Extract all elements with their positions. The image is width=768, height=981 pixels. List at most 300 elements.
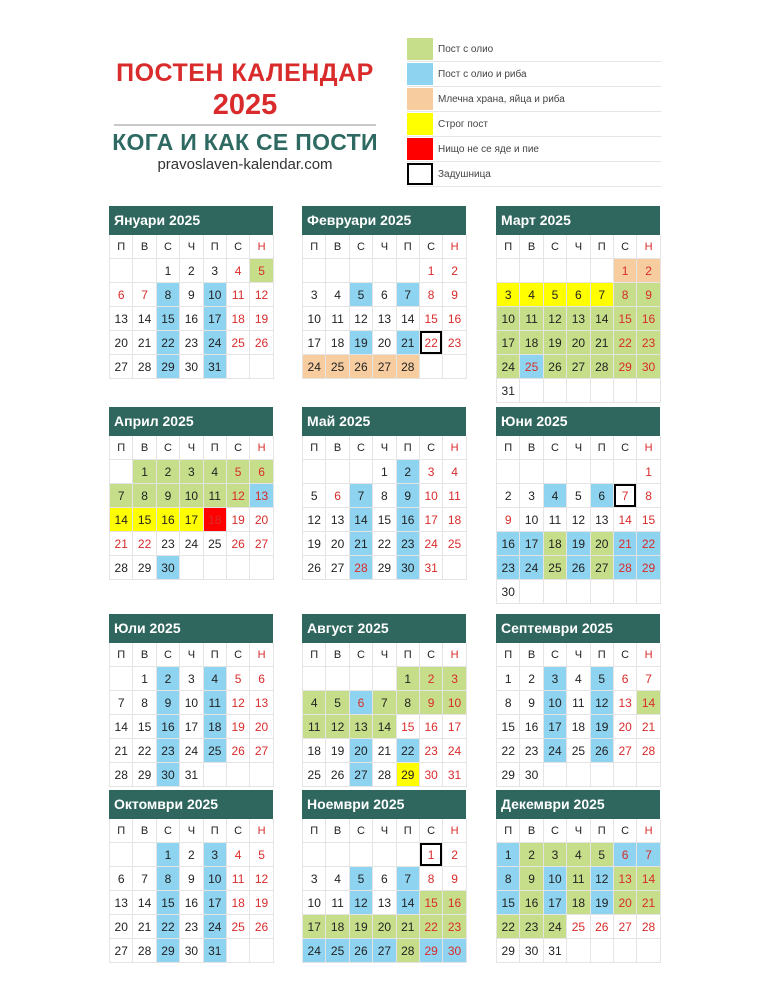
day-cell: 3 (497, 283, 520, 307)
weekday-label: В (133, 643, 156, 667)
day-cell: 21 (397, 915, 420, 939)
day-cell: 22 (397, 739, 420, 763)
day-cell: 4 (567, 667, 590, 691)
day-cell: 22 (133, 739, 156, 763)
day-cell: 18 (326, 331, 349, 355)
day-cell: 14 (350, 508, 373, 532)
day-cell: 6 (614, 843, 637, 867)
day-cell: 4 (227, 843, 250, 867)
day-cell: 5 (350, 283, 373, 307)
weekday-label: П (204, 235, 227, 259)
day-cell: 11 (544, 508, 567, 532)
empty-cell (567, 939, 590, 963)
day-cell: 30 (157, 556, 180, 580)
weekday-label: С (350, 235, 373, 259)
day-cell: 21 (110, 739, 133, 763)
weekday-label: С (227, 819, 250, 843)
empty-cell (373, 843, 396, 867)
weekday-label: П (110, 436, 133, 460)
day-cell: 27 (250, 532, 273, 556)
empty-cell (303, 259, 326, 283)
day-cell: 8 (420, 283, 443, 307)
day-cell: 31 (544, 939, 567, 963)
day-cell: 11 (326, 891, 349, 915)
day-cell: 28 (397, 939, 420, 963)
weekday-label: Ч (180, 436, 203, 460)
day-cell: 27 (614, 739, 637, 763)
day-cell: 9 (420, 691, 443, 715)
day-cell: 3 (303, 867, 326, 891)
day-cell: 10 (497, 307, 520, 331)
day-cell: 17 (544, 891, 567, 915)
day-cell: 27 (110, 355, 133, 379)
weekday-label: С (614, 643, 637, 667)
weekday-label: С (350, 436, 373, 460)
weekday-label: В (326, 643, 349, 667)
weekday-label: П (204, 643, 227, 667)
day-cell: 19 (227, 715, 250, 739)
day-cell: 29 (637, 556, 660, 580)
day-cell: 25 (227, 331, 250, 355)
page-title: ПОСТЕН КАЛЕНДАР (116, 59, 374, 87)
day-cell: 6 (567, 283, 590, 307)
empty-cell (544, 763, 567, 787)
day-cell: 11 (567, 691, 590, 715)
weekday-label: Н (443, 643, 466, 667)
day-cell: 7 (637, 843, 660, 867)
weekday-label: С (227, 436, 250, 460)
day-cell: 23 (520, 915, 543, 939)
day-cell: 16 (443, 307, 466, 331)
empty-cell (373, 667, 396, 691)
month-title: Февруари 2025 (302, 206, 466, 235)
day-cell: 8 (373, 484, 396, 508)
day-cell: 10 (420, 484, 443, 508)
weekday-label: Ч (567, 235, 590, 259)
day-cell: 6 (110, 867, 133, 891)
day-cell: 8 (497, 867, 520, 891)
day-cell: 23 (180, 331, 203, 355)
month-title: Октомври 2025 (109, 790, 273, 819)
day-cell: 16 (397, 508, 420, 532)
day-cell: 10 (303, 307, 326, 331)
weekday-label: П (204, 819, 227, 843)
day-cell: 24 (443, 739, 466, 763)
day-cell: 13 (250, 484, 273, 508)
weekday-label: С (420, 436, 443, 460)
empty-cell (303, 667, 326, 691)
day-cell: 21 (350, 532, 373, 556)
day-cell: 16 (157, 715, 180, 739)
day-cell: 28 (350, 556, 373, 580)
day-cell: 9 (157, 484, 180, 508)
weekday-label: Н (443, 235, 466, 259)
day-cell: 18 (204, 715, 227, 739)
weekday-label: Ч (567, 643, 590, 667)
empty-cell (591, 763, 614, 787)
day-cell: 15 (497, 715, 520, 739)
day-cell: 1 (133, 460, 156, 484)
day-cell: 1 (497, 667, 520, 691)
day-cell: 22 (497, 739, 520, 763)
day-cell: 11 (303, 715, 326, 739)
day-cell: 17 (303, 915, 326, 939)
legend-swatch (407, 88, 433, 110)
weekday-label: В (326, 819, 349, 843)
day-cell: 19 (544, 331, 567, 355)
day-cell: 23 (180, 915, 203, 939)
month-calendar (302, 614, 466, 787)
day-cell: 27 (373, 355, 396, 379)
day-cell: 10 (204, 283, 227, 307)
day-cell: 23 (157, 739, 180, 763)
month-calendar (496, 614, 660, 787)
empty-cell (397, 259, 420, 283)
day-cell: 11 (227, 867, 250, 891)
weekday-label: В (326, 235, 349, 259)
day-cell: 1 (373, 460, 396, 484)
weekday-label: В (520, 819, 543, 843)
weekday-label: В (520, 643, 543, 667)
day-cell: 9 (520, 867, 543, 891)
weekday-label: Ч (373, 436, 396, 460)
day-cell: 18 (227, 891, 250, 915)
empty-cell (591, 460, 614, 484)
day-cell: 11 (204, 691, 227, 715)
day-cell: 9 (180, 283, 203, 307)
day-cell: 20 (614, 715, 637, 739)
day-cell: 3 (204, 259, 227, 283)
day-cell: 30 (497, 580, 520, 604)
day-cell: 27 (591, 556, 614, 580)
empty-cell (614, 379, 637, 403)
empty-cell (204, 556, 227, 580)
month-title: Януари 2025 (109, 206, 273, 235)
day-cell: 25 (326, 939, 349, 963)
day-cell: 5 (350, 867, 373, 891)
day-cell: 9 (157, 691, 180, 715)
day-cell: 19 (250, 891, 273, 915)
day-cell: 6 (250, 460, 273, 484)
day-cell: 19 (303, 532, 326, 556)
day-cell: 9 (443, 283, 466, 307)
day-cell: 15 (420, 307, 443, 331)
day-cell: 20 (591, 532, 614, 556)
weekday-label: Н (250, 436, 273, 460)
day-cell: 22 (614, 331, 637, 355)
day-cell: 29 (497, 763, 520, 787)
day-cell: 20 (350, 739, 373, 763)
weekday-label: С (350, 643, 373, 667)
weekday-label: П (591, 436, 614, 460)
day-cell: 11 (520, 307, 543, 331)
day-cell: 4 (204, 460, 227, 484)
day-cell: 18 (443, 508, 466, 532)
month-title: Септември 2025 (496, 614, 660, 643)
day-cell: 12 (303, 508, 326, 532)
weekday-label: С (420, 235, 443, 259)
day-cell: 15 (157, 891, 180, 915)
day-cell: 11 (227, 283, 250, 307)
day-cell: 6 (350, 691, 373, 715)
month-title: Юни 2025 (496, 407, 660, 436)
day-cell: 29 (133, 763, 156, 787)
day-cell: 26 (350, 939, 373, 963)
day-cell: 24 (204, 915, 227, 939)
weekday-label: Н (637, 235, 660, 259)
day-cell: 31 (497, 379, 520, 403)
weekday-label: П (110, 819, 133, 843)
empty-cell (350, 259, 373, 283)
day-cell: 13 (350, 715, 373, 739)
day-cell: 25 (567, 739, 590, 763)
month-calendar (302, 407, 466, 580)
day-cell: 28 (637, 739, 660, 763)
day-cell: 15 (157, 307, 180, 331)
weekday-label: П (497, 436, 520, 460)
day-cell: 10 (180, 691, 203, 715)
day-cell: 26 (544, 355, 567, 379)
day-cell: 19 (227, 508, 250, 532)
weekday-label: Ч (567, 436, 590, 460)
day-cell: 14 (397, 891, 420, 915)
weekday-label: С (420, 819, 443, 843)
day-cell: 26 (591, 739, 614, 763)
day-cell: 10 (520, 508, 543, 532)
day-cell: 30 (637, 355, 660, 379)
day-cell: 31 (420, 556, 443, 580)
day-cell: 6 (614, 667, 637, 691)
day-cell: 19 (350, 915, 373, 939)
day-cell: 8 (420, 867, 443, 891)
day-cell: 7 (614, 484, 637, 508)
day-cell: 7 (397, 283, 420, 307)
empty-cell (544, 460, 567, 484)
month-calendar (302, 790, 466, 963)
day-cell: 24 (180, 739, 203, 763)
day-cell: 1 (133, 667, 156, 691)
day-cell: 31 (443, 763, 466, 787)
legend-swatch (407, 113, 433, 135)
day-cell: 12 (591, 867, 614, 891)
day-cell: 2 (637, 259, 660, 283)
empty-cell (110, 843, 133, 867)
day-cell: 5 (303, 484, 326, 508)
day-cell: 22 (373, 532, 396, 556)
day-cell: 3 (443, 667, 466, 691)
day-cell: 20 (250, 508, 273, 532)
day-cell: 6 (326, 484, 349, 508)
day-cell: 15 (397, 715, 420, 739)
day-cell: 12 (350, 891, 373, 915)
legend-item (407, 62, 661, 87)
day-cell: 5 (591, 667, 614, 691)
day-cell: 24 (497, 355, 520, 379)
day-cell: 12 (250, 867, 273, 891)
day-cell: 11 (326, 307, 349, 331)
empty-cell (591, 580, 614, 604)
day-cell: 28 (373, 763, 396, 787)
day-cell: 29 (373, 556, 396, 580)
day-cell: 28 (397, 355, 420, 379)
empty-cell (397, 843, 420, 867)
day-cell: 13 (591, 508, 614, 532)
day-cell: 2 (497, 484, 520, 508)
weekday-label: С (614, 436, 637, 460)
day-cell: 3 (180, 460, 203, 484)
day-cell: 22 (157, 915, 180, 939)
empty-cell (520, 460, 543, 484)
day-cell: 26 (250, 915, 273, 939)
month-calendar (496, 206, 660, 403)
month-calendar (496, 790, 660, 963)
empty-cell (180, 556, 203, 580)
legend-item (407, 137, 661, 162)
day-cell: 9 (180, 867, 203, 891)
day-cell: 15 (497, 891, 520, 915)
day-cell: 30 (520, 939, 543, 963)
day-cell: 19 (326, 739, 349, 763)
empty-cell (420, 355, 443, 379)
weekday-label: П (497, 235, 520, 259)
empty-cell (614, 580, 637, 604)
day-cell: 6 (373, 283, 396, 307)
day-cell: 9 (443, 867, 466, 891)
day-cell: 2 (520, 667, 543, 691)
weekday-label: Ч (180, 235, 203, 259)
empty-cell (250, 355, 273, 379)
month-calendar (496, 407, 660, 604)
site-name: pravoslaven-kalendar.com (157, 156, 333, 173)
legend-item (407, 37, 661, 62)
day-cell: 8 (614, 283, 637, 307)
day-cell: 20 (110, 915, 133, 939)
legend-label: Пост с олио и риба (438, 68, 527, 80)
weekday-label: П (591, 235, 614, 259)
day-cell: 13 (326, 508, 349, 532)
day-cell: 3 (180, 667, 203, 691)
day-cell: 17 (180, 508, 203, 532)
day-cell: 5 (591, 843, 614, 867)
day-cell: 10 (544, 691, 567, 715)
title-divider (114, 124, 376, 126)
weekday-label: П (110, 235, 133, 259)
day-cell: 10 (443, 691, 466, 715)
day-cell: 8 (397, 691, 420, 715)
day-cell: 9 (497, 508, 520, 532)
day-cell: 4 (567, 843, 590, 867)
day-cell: 5 (250, 259, 273, 283)
month-calendar (109, 614, 273, 787)
day-cell: 26 (350, 355, 373, 379)
page-subtitle: КОГА И КАК СЕ ПОСТИ (112, 129, 378, 155)
empty-cell (110, 259, 133, 283)
weekday-label: С (157, 643, 180, 667)
day-cell: 28 (110, 556, 133, 580)
legend-label: Задушница (438, 168, 491, 180)
day-cell: 2 (157, 460, 180, 484)
day-cell: 17 (520, 532, 543, 556)
day-cell: 13 (110, 307, 133, 331)
weekday-label: Ч (180, 643, 203, 667)
day-cell: 22 (420, 331, 443, 355)
day-cell: 17 (443, 715, 466, 739)
empty-cell (227, 556, 250, 580)
day-cell: 24 (520, 556, 543, 580)
day-cell: 2 (180, 259, 203, 283)
weekday-label: Ч (373, 643, 396, 667)
weekday-label: С (157, 235, 180, 259)
weekday-label: Н (637, 436, 660, 460)
day-cell: 18 (520, 331, 543, 355)
weekday-label: П (110, 643, 133, 667)
day-cell: 25 (303, 763, 326, 787)
day-cell: 18 (544, 532, 567, 556)
day-cell: 18 (303, 739, 326, 763)
weekday-label: С (614, 235, 637, 259)
day-cell: 23 (497, 556, 520, 580)
weekday-label: Н (637, 643, 660, 667)
day-cell: 30 (180, 355, 203, 379)
empty-cell (227, 939, 250, 963)
weekday-label: П (303, 643, 326, 667)
day-cell: 19 (250, 307, 273, 331)
empty-cell (567, 379, 590, 403)
month-title: Август 2025 (302, 614, 466, 643)
day-cell: 30 (520, 763, 543, 787)
month-calendar (109, 206, 273, 379)
weekday-label: В (520, 436, 543, 460)
legend-label: Строг пост (438, 118, 488, 130)
day-cell: 12 (250, 283, 273, 307)
day-cell: 18 (326, 915, 349, 939)
empty-cell (250, 556, 273, 580)
weekday-label: Н (443, 819, 466, 843)
empty-cell (520, 580, 543, 604)
day-cell: 1 (157, 843, 180, 867)
weekday-label: Н (250, 819, 273, 843)
day-cell: 21 (637, 891, 660, 915)
day-cell: 16 (443, 891, 466, 915)
empty-cell (250, 763, 273, 787)
legend-swatch (407, 163, 433, 185)
day-cell: 11 (204, 484, 227, 508)
empty-cell (544, 379, 567, 403)
day-cell: 24 (204, 331, 227, 355)
weekday-label: Н (250, 643, 273, 667)
weekday-label: П (397, 819, 420, 843)
day-cell: 27 (350, 763, 373, 787)
day-cell: 21 (110, 532, 133, 556)
day-cell: 31 (180, 763, 203, 787)
day-cell: 30 (420, 763, 443, 787)
day-cell: 19 (567, 532, 590, 556)
day-cell: 20 (250, 715, 273, 739)
weekday-label: С (227, 235, 250, 259)
day-cell: 5 (227, 667, 250, 691)
empty-cell (303, 460, 326, 484)
day-cell: 1 (637, 460, 660, 484)
weekday-label: П (303, 436, 326, 460)
day-cell: 4 (204, 667, 227, 691)
day-cell: 28 (110, 763, 133, 787)
day-cell: 17 (180, 715, 203, 739)
weekday-label: С (157, 819, 180, 843)
day-cell: 8 (637, 484, 660, 508)
empty-cell (567, 460, 590, 484)
day-cell: 24 (303, 355, 326, 379)
day-cell: 15 (420, 891, 443, 915)
